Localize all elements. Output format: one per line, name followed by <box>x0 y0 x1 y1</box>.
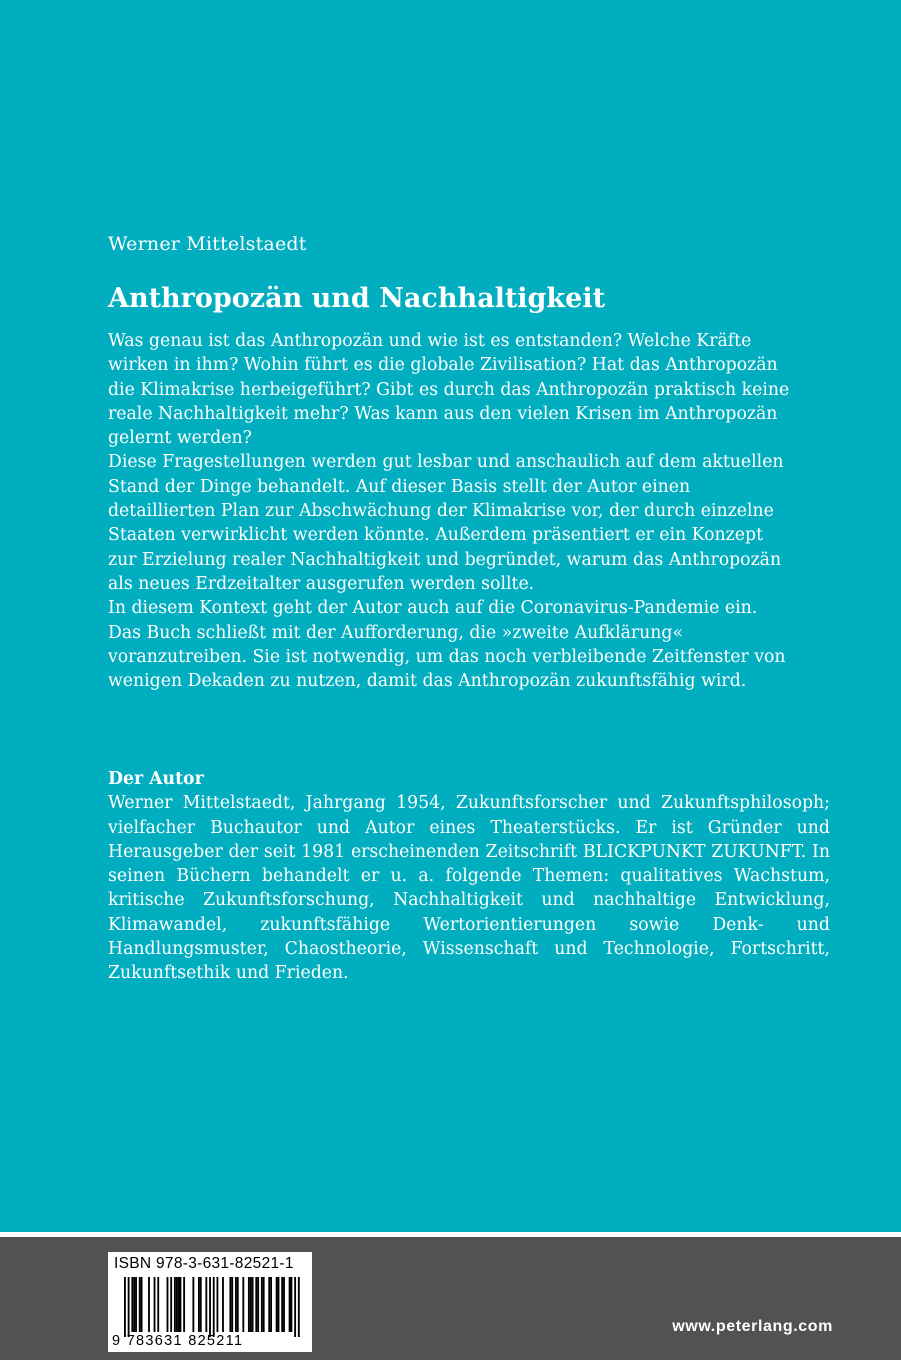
barcode-bar <box>257 1277 259 1332</box>
barcode-bar <box>294 1277 296 1337</box>
blurb-paragraph: Was genau ist das Anthropozän und wie ist es entstanden? Welche Kräfte wirken in ihm? Wohin führt es die globale Zivilisation? Hat das Anthropozän die Klimakrise herbeigeführt? Gibt es durch das Anthropozän praktisch keine reale Nachhaltigkeit mehr? Was kann aus den vielen Krisen im Anthropozän gelernt werden? <box>108 331 790 449</box>
barcode-bar <box>213 1277 215 1337</box>
barcode-bar <box>268 1277 270 1332</box>
barcode-bar <box>205 1277 207 1332</box>
barcode-bar <box>242 1277 244 1332</box>
barcode-bar <box>131 1277 133 1332</box>
barcode-bar <box>229 1277 231 1332</box>
about-author-heading: Der Autor <box>108 769 204 789</box>
barcode-bar <box>139 1277 141 1332</box>
barcode-bar <box>141 1277 143 1332</box>
barcode-bar <box>255 1277 257 1332</box>
barcode-bar <box>178 1277 180 1332</box>
barcode-bar <box>235 1277 237 1332</box>
author-name: Werner Mittelstaedt <box>108 233 307 255</box>
barcode-bar <box>124 1277 126 1337</box>
publisher-website: www.peterlang.com <box>672 1318 833 1335</box>
blurb-paragraph: Das Buch schließt mit der Aufforderung, die »zweite Aufklärung« voranzutreiben. Sie ist notwendig, um das noch verbleibende Zeitfenster von wenigen Dekaden zu nutzen, damit das Anthropozän zukunftsfähig wird. <box>108 622 786 692</box>
barcode-bar <box>250 1277 252 1332</box>
barcode-bar <box>276 1277 278 1332</box>
barcode-bar <box>231 1277 233 1332</box>
barcode-bar <box>261 1277 263 1332</box>
barcode-bar <box>222 1277 224 1332</box>
barcode-bar <box>289 1277 291 1332</box>
barcode-bar <box>281 1277 283 1332</box>
barcode-bar <box>135 1277 137 1332</box>
blurb <box>108 329 792 693</box>
barcode-bar <box>176 1277 178 1332</box>
blurb-paragraph: In diesem Kontext geht der Autor auch auf die Coronavirus-Pandemie ein. <box>108 598 758 619</box>
barcode-bar <box>278 1277 280 1332</box>
barcode-bar <box>291 1277 293 1332</box>
barcode-bar <box>154 1277 156 1332</box>
barcode-bar <box>209 1277 211 1337</box>
barcode-bar <box>183 1277 185 1332</box>
barcode-bar <box>157 1277 159 1332</box>
barcode-bar <box>128 1277 130 1337</box>
blurb-paragraph: Diese Fragestellungen werden gut lesbar und anschaulich auf dem aktuellen Stand der Dinge behandelt. Auf dieser Basis stellt der Autor einen detaillierten Plan zur Abschwächung der Klimakrise vor, der durch einzelne Staaten verwirklicht werden könnte. Außerdem präsentiert er ein Konzept zur Erzielung realer Nachhaltigkeit und begründet, warum das Anthropozän als neues Erdzeitalter ausgerufen werden sollte. <box>108 452 784 594</box>
book-title: Anthropozän und Nachhaltigkeit <box>108 283 606 314</box>
barcode-bar <box>148 1277 150 1332</box>
barcode-bar <box>180 1277 182 1332</box>
barcode-bar <box>283 1277 285 1332</box>
barcode-bar <box>174 1277 176 1332</box>
barcode-bar <box>198 1277 200 1332</box>
barcode-bar <box>133 1277 135 1332</box>
barcode-bar <box>170 1277 172 1332</box>
barcode-bar <box>200 1277 202 1332</box>
barcode-bar <box>192 1277 194 1332</box>
barcode-bar <box>167 1277 169 1332</box>
barcode-bar <box>298 1277 300 1337</box>
about-author <box>108 767 830 986</box>
isbn-label: ISBN 978-3-631-82521-1 <box>114 1255 294 1272</box>
barcode-bar <box>237 1277 239 1332</box>
barcode-bar <box>252 1277 254 1332</box>
barcode-bar <box>248 1277 250 1332</box>
barcode-bar <box>270 1277 272 1332</box>
about-author-text: Werner Mittelstaedt, Jahrgang 1954, Zukunftsforscher und Zukunftsphilosoph; vielfacher Buchautor und Autor eines Theaterstücks. Er ist Gründer und Herausgeber der seit 1981 erscheinenden Zeitschrift BLICKPUNKT ZUKUNFT. In seinen Büchern behandelt er u. a. folgende Themen: qualitatives Wachstum, kritische Zukunftsforschung, Nachhaltigkeit und nachhaltige Entwicklung, Klimawandel, zukunftsfähige Wertorientierungen sowie Denk- und Handlungsmuster, Chaostheorie, Wissenschaft und Technologie, Fortschritt, Zukunftsethik und Frieden. <box>108 793 830 984</box>
barcode-bar <box>263 1277 265 1332</box>
isbn-barcode <box>108 1252 312 1352</box>
barcode-bar <box>217 1277 219 1332</box>
barcode-digits: 9 783631 825211 <box>112 1333 244 1349</box>
